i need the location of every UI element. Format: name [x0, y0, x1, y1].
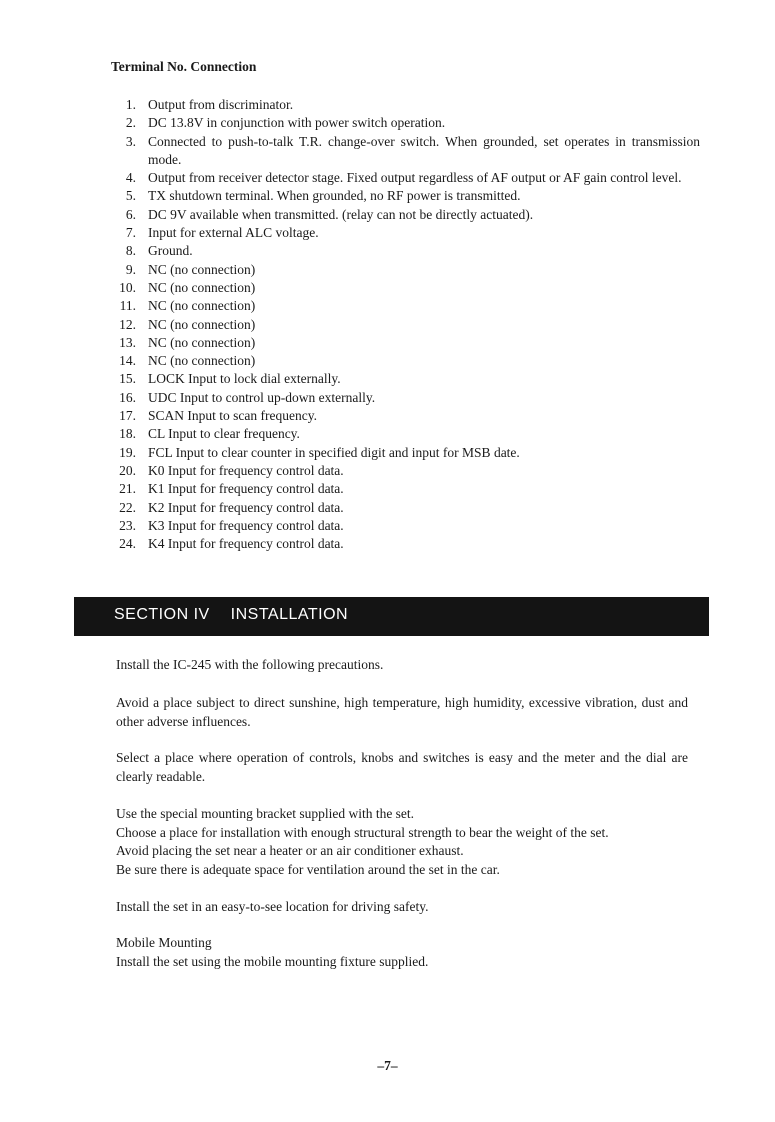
terminal-item	[100, 279, 700, 297]
mounting-line: Be sure there is adequate space for ventilation around the set in the car.	[116, 861, 500, 877]
terminal-number: 18.	[119, 426, 136, 442]
terminal-number: 15.	[119, 371, 136, 387]
terminal-item	[100, 297, 700, 315]
terminal-item	[100, 187, 700, 205]
terminal-item	[100, 96, 700, 114]
section-title: INSTALLATION	[230, 606, 349, 623]
terminal-description: NC (no connection)	[148, 279, 256, 295]
terminal-item	[100, 352, 700, 370]
terminal-number: 23.	[119, 517, 136, 533]
terminal-number: 8.	[125, 243, 136, 259]
terminal-description: NC (no connection)	[148, 316, 256, 332]
terminal-number: 22.	[119, 499, 136, 515]
terminal-description: K3 Input for frequency control data.	[148, 517, 344, 533]
paragraph-avoid: Avoid a place subject to direct sunshine, high temperature, high humidity, excessive vibration, dust and other adverse influences.	[116, 695, 688, 729]
paragraph-safety: Install the set in an easy-to-see location for driving safety.	[116, 899, 429, 914]
terminal-description: Connected to push-to-talk T.R. change-over switch. When grounded, set operates in transmission mode.	[148, 133, 700, 167]
terminal-item	[100, 407, 700, 425]
terminal-item	[100, 425, 700, 443]
terminal-number: 20.	[119, 462, 136, 478]
terminal-connection-heading: Terminal No. Connection	[111, 59, 257, 74]
mounting-line: Choose a place for installation with enough structural strength to bear the weight of the set.	[116, 824, 609, 840]
terminal-item	[100, 133, 700, 170]
terminal-description: NC (no connection)	[148, 298, 256, 314]
terminal-number: 16.	[119, 389, 136, 405]
terminal-number: 6.	[125, 206, 136, 222]
terminal-item	[100, 334, 700, 352]
terminal-description: NC (no connection)	[148, 353, 256, 369]
terminal-list	[100, 96, 700, 553]
terminal-item	[100, 462, 700, 480]
page-number: –7–	[377, 1058, 398, 1073]
terminal-number: 24.	[119, 536, 136, 552]
terminal-description: NC (no connection)	[148, 334, 256, 350]
terminal-description: K0 Input for frequency control data.	[148, 462, 344, 478]
terminal-number: 12.	[119, 316, 136, 332]
terminal-number: 7.	[125, 225, 136, 241]
terminal-description: SCAN Input to scan frequency.	[148, 408, 317, 424]
terminal-number: 10.	[119, 279, 136, 295]
terminal-description: K1 Input for frequency control data.	[148, 481, 344, 497]
terminal-description: Output from receiver detector stage. Fixed output regardless of AF output or AF gain control level.	[148, 170, 682, 186]
terminal-number: 9.	[125, 261, 136, 277]
terminal-item	[100, 535, 700, 553]
terminal-description: TX shutdown terminal. When grounded, no RF power is transmitted.	[148, 188, 521, 204]
terminal-description: FCL Input to clear counter in specified digit and input for MSB date.	[148, 444, 520, 460]
terminal-item	[100, 444, 700, 462]
terminal-item	[100, 242, 700, 260]
terminal-description: Output from discriminator.	[148, 97, 294, 112]
terminal-item	[100, 206, 700, 224]
paragraph-mobile	[116, 934, 688, 971]
terminal-description: Input for external ALC voltage.	[148, 225, 319, 241]
terminal-number: 4.	[125, 170, 136, 186]
mounting-line: Avoid placing the set near a heater or an air conditioner exhaust.	[116, 843, 464, 858]
terminal-description: Ground.	[148, 243, 193, 259]
paragraph-intro: Install the IC-245 with the following precautions.	[116, 657, 384, 672]
terminal-number: 21.	[119, 481, 136, 497]
mobile-mounting-text: Install the set using the mobile mounting fixture supplied.	[116, 953, 429, 969]
terminal-item	[100, 389, 700, 407]
mounting-line: Use the special mounting bracket supplied with the set.	[116, 806, 415, 821]
terminal-item	[100, 499, 700, 517]
terminal-item	[100, 114, 700, 132]
terminal-item	[100, 224, 700, 242]
terminal-item	[100, 480, 700, 498]
terminal-number: 2.	[125, 115, 136, 131]
terminal-number: 13.	[119, 334, 136, 350]
terminal-description: CL Input to clear frequency.	[148, 426, 300, 442]
terminal-number: 3.	[125, 133, 136, 149]
terminal-number: 11.	[119, 298, 136, 314]
paragraph-mounting	[116, 805, 688, 879]
paragraph-select: Select a place where operation of controls, knobs and switches is easy and the meter and the dial are clearly readable.	[116, 750, 688, 784]
terminal-description: K2 Input for frequency control data.	[148, 499, 344, 515]
terminal-description: DC 9V available when transmitted. (relay can not be directly actuated).	[148, 206, 534, 222]
terminal-number: 5.	[125, 188, 136, 204]
terminal-item	[100, 261, 700, 279]
terminal-description: UDC Input to control up-down externally.	[148, 389, 376, 405]
mobile-mounting-title: Mobile Mounting	[116, 935, 212, 950]
terminal-number: 1.	[125, 97, 136, 112]
terminal-description: NC (no connection)	[148, 261, 256, 277]
section-banner	[74, 597, 709, 636]
terminal-description: K4 Input for frequency control data.	[148, 536, 344, 552]
terminal-item	[100, 169, 700, 187]
terminal-item	[100, 370, 700, 388]
section-label: SECTION IV	[114, 606, 210, 623]
terminal-item	[100, 316, 700, 334]
terminal-description: LOCK Input to lock dial externally.	[148, 371, 341, 387]
terminal-description: DC 13.8V in conjunction with power switch operation.	[148, 115, 446, 131]
terminal-item	[100, 517, 700, 535]
terminal-number: 19.	[119, 444, 136, 460]
terminal-number: 14.	[119, 353, 136, 369]
terminal-number: 17.	[119, 408, 136, 424]
